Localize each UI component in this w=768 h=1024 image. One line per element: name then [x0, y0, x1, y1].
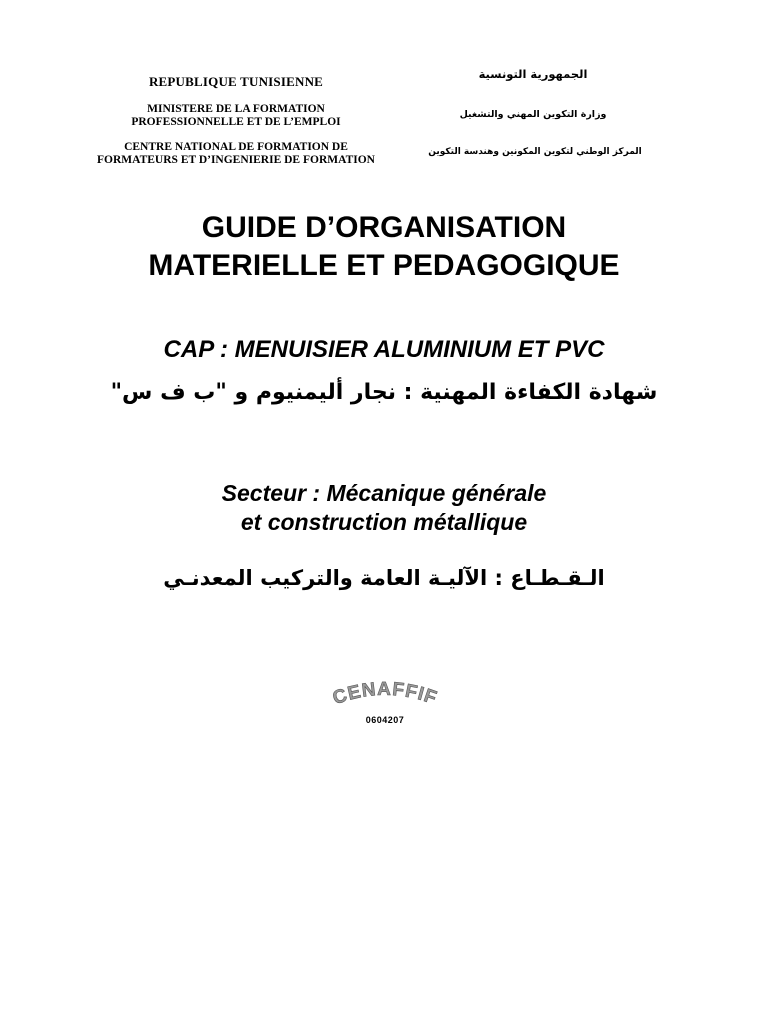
header-ministry-fr-line2: PROFESSIONNELLE ET DE L’EMPLOI — [131, 116, 341, 128]
secteur-fr-line1: Secteur : Mécanique générale — [221, 480, 547, 506]
cenaffif-logo — [300, 670, 470, 740]
header-ministry-fr — [76, 103, 396, 129]
header-republic-fr: REPUBLIQUE TUNISIENNE — [148, 74, 324, 89]
secteur-ar: الـقـطـاع : الآليـة العامة والتركيب المعدنـي — [163, 566, 605, 590]
cap-title-fr: CAP : MENUISIER ALUMINIUM ET PVC — [163, 336, 605, 363]
header-centre-fr — [76, 141, 396, 167]
header-centre-ar: المركز الوطني لتكوين المكونين وهندسة التكوين — [428, 147, 642, 157]
cap-title-ar: شهادة الكفاءة المهنية : نجار أليمنيوم و "ب ف س" — [110, 380, 658, 405]
document-title-line2: MATERIELLE ET PEDAGOGIQUE — [148, 249, 620, 282]
header-centre-fr-line2: FORMATEURS ET D’INGENIERIE DE FORMATION — [97, 154, 375, 166]
header-ministry-ar: وزارة التكوين المهني والتشغيل — [459, 109, 607, 120]
document-title-line1: GUIDE D’ORGANISATION — [201, 211, 567, 244]
secteur-fr — [0, 479, 768, 537]
logo-wordmark: CENAFFIF — [330, 678, 440, 710]
secteur-fr-line2: et construction métallique — [240, 509, 528, 535]
header-ministry-fr-line1: MINISTERE DE LA FORMATION — [147, 103, 325, 115]
document-title — [0, 209, 768, 285]
header-centre-fr-line1: CENTRE NATIONAL DE FORMATION DE — [124, 141, 348, 153]
header-republic-ar: الجمهورية التونسية — [478, 67, 588, 81]
logo-code: 0604207 — [365, 715, 405, 725]
